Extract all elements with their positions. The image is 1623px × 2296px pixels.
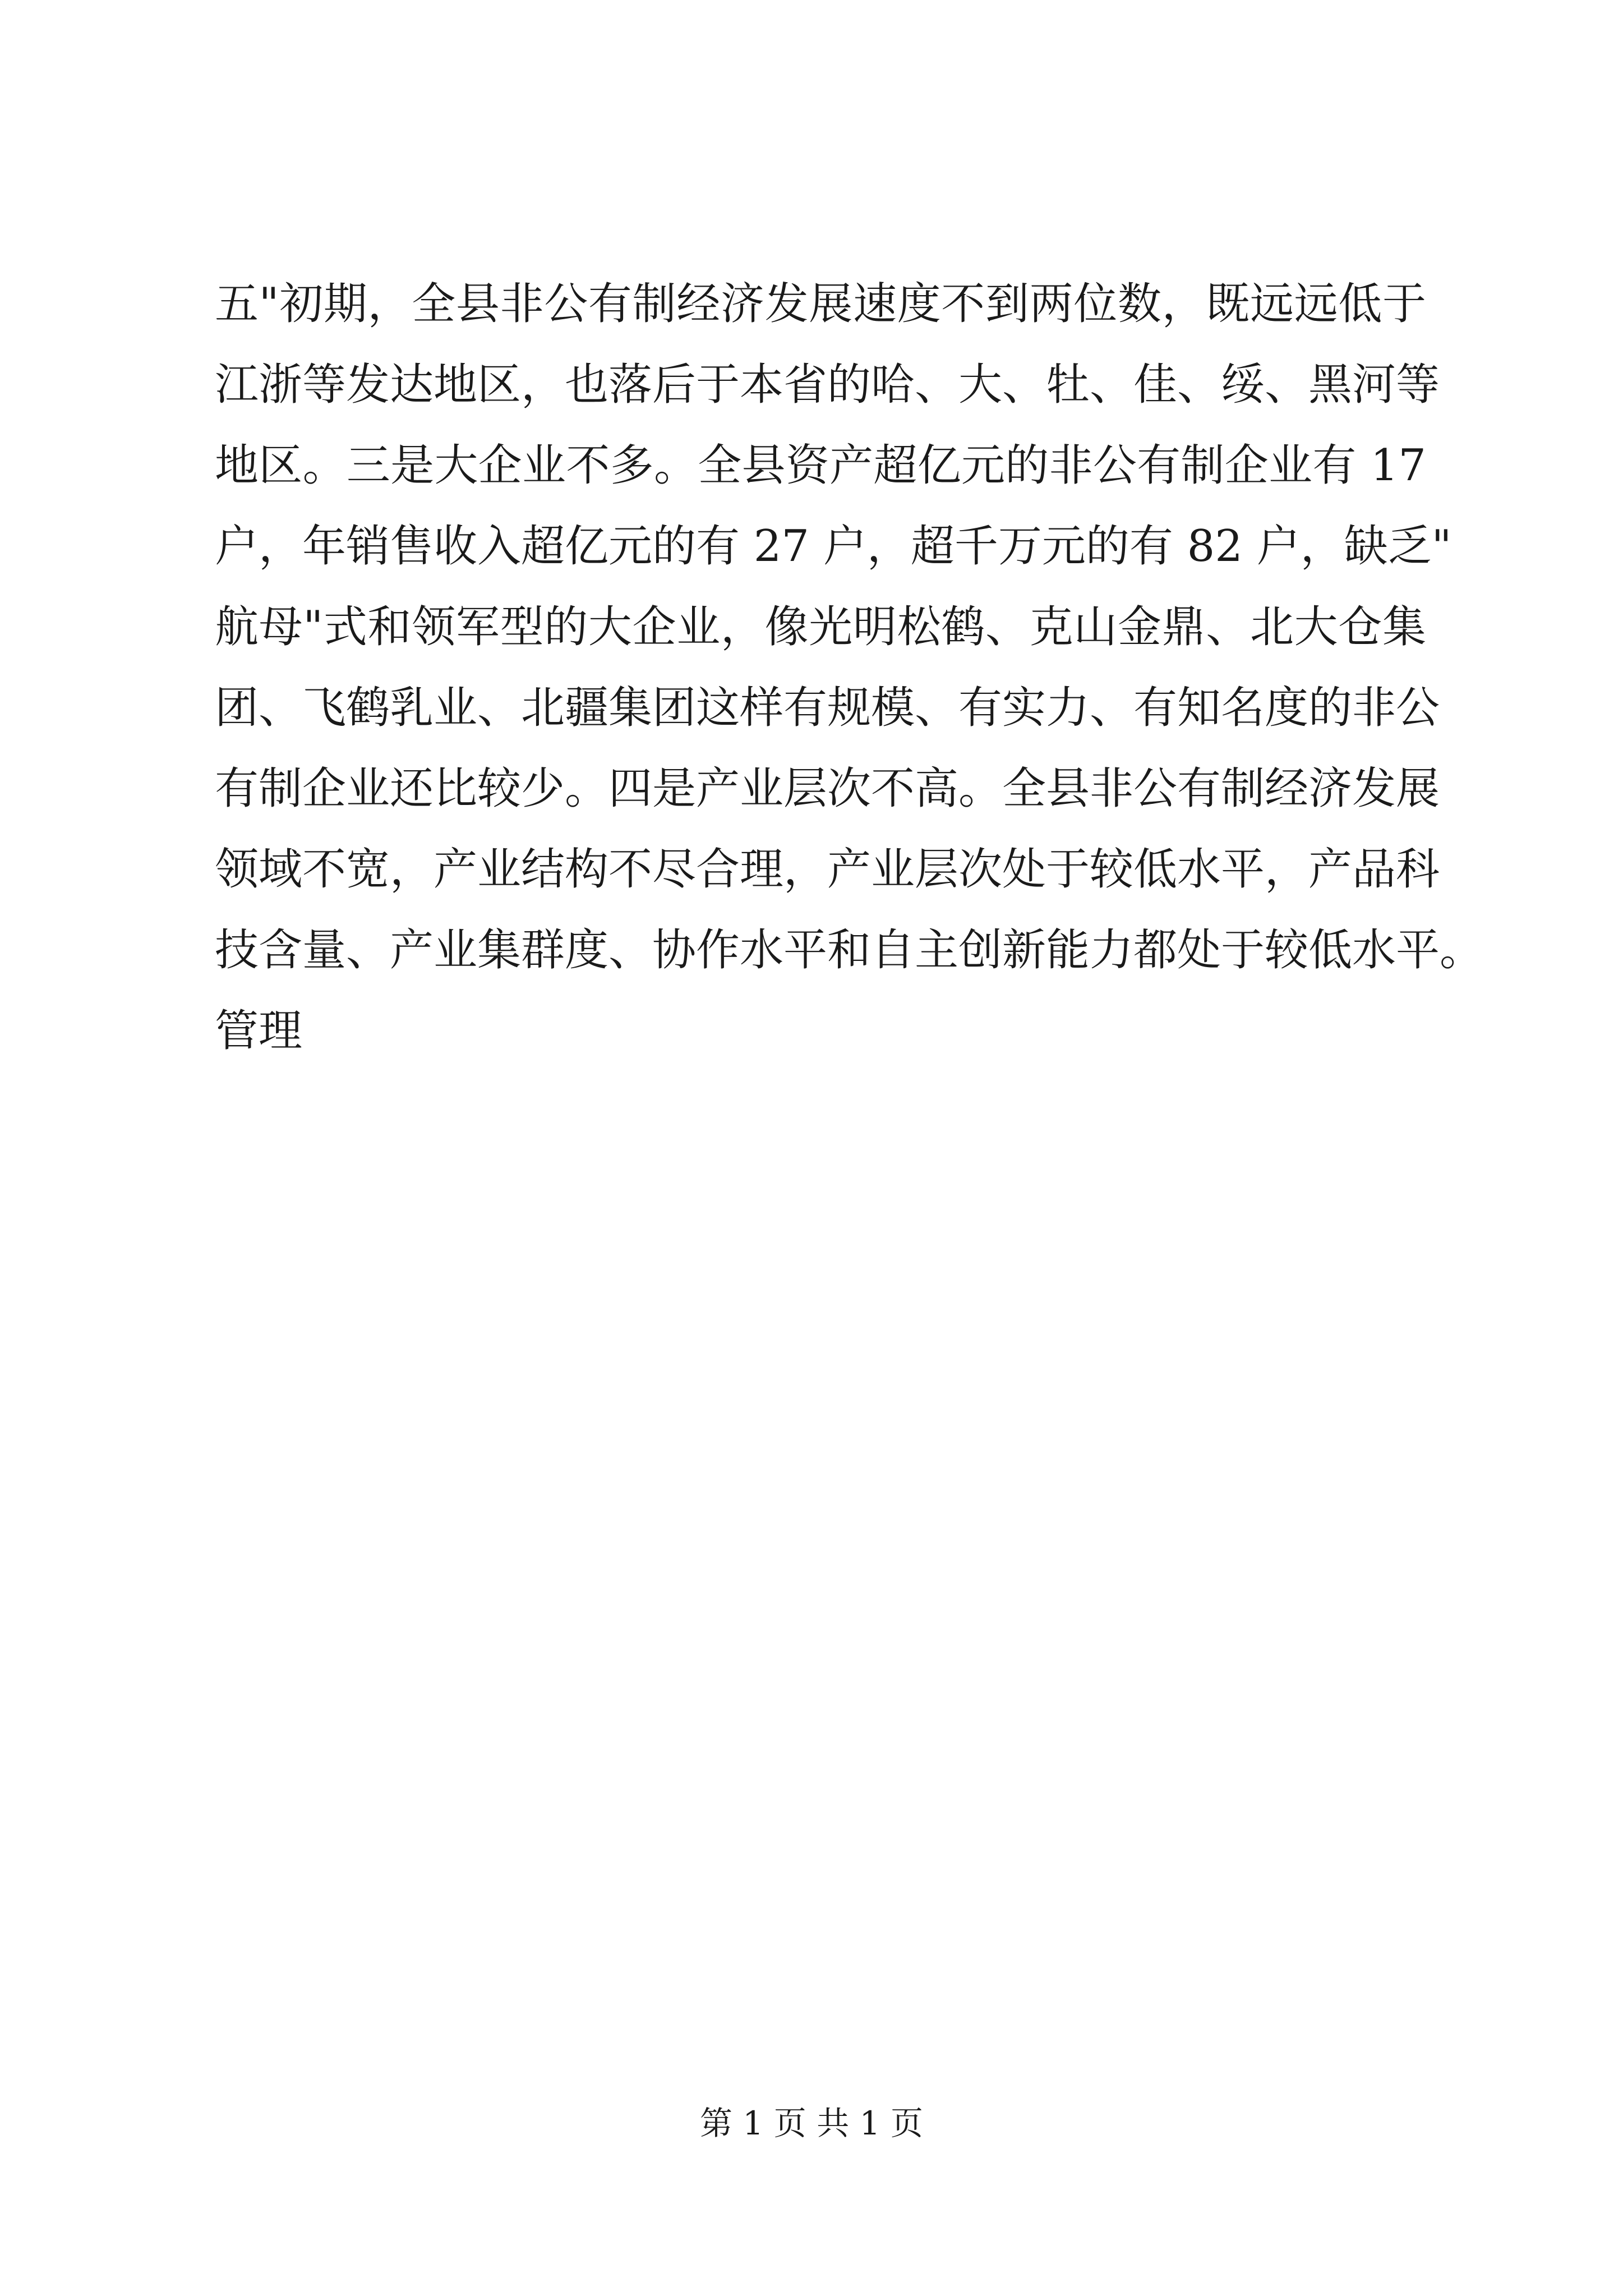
text-line: 领域不宽，产业结构不尽合理，产业层次处于较低水平，产品科 (215, 844, 1440, 895)
text-line: 航母"式和领军型的大企业，像光明松鹤、克山金鼎、北大仓集 (215, 602, 1426, 652)
text-line: 五"初期，全县非公有制经济发展速度不到两位数，既远远低于 (215, 279, 1426, 329)
text-line: 团、飞鹤乳业、北疆集团这样有规模、有实力、有知名度的非公 (215, 683, 1440, 733)
page-number-footer: 第 1 页 共 1 页 (700, 2104, 923, 2142)
text-line: 江浙等发达地区，也落后于本省的哈、大、牡、佳、绥、黑河等 (215, 360, 1440, 410)
body-paragraph (215, 264, 1484, 1071)
text-line: 管理 (215, 1006, 303, 1056)
text-line: 地区。三是大企业不多。全县资产超亿元的非公有制企业有 17 (215, 440, 1426, 491)
text-line: 户，年销售收入超亿元的有 27 户，超千万元的有 82 户，缺乏" (215, 521, 1452, 572)
text-line: 有制企业还比较少。四是产业层次不高。全县非公有制经济发展 (215, 763, 1440, 814)
text-line: 技含量、产业集群度、协作水平和自主创新能力都处于较低水平。 (215, 925, 1484, 976)
